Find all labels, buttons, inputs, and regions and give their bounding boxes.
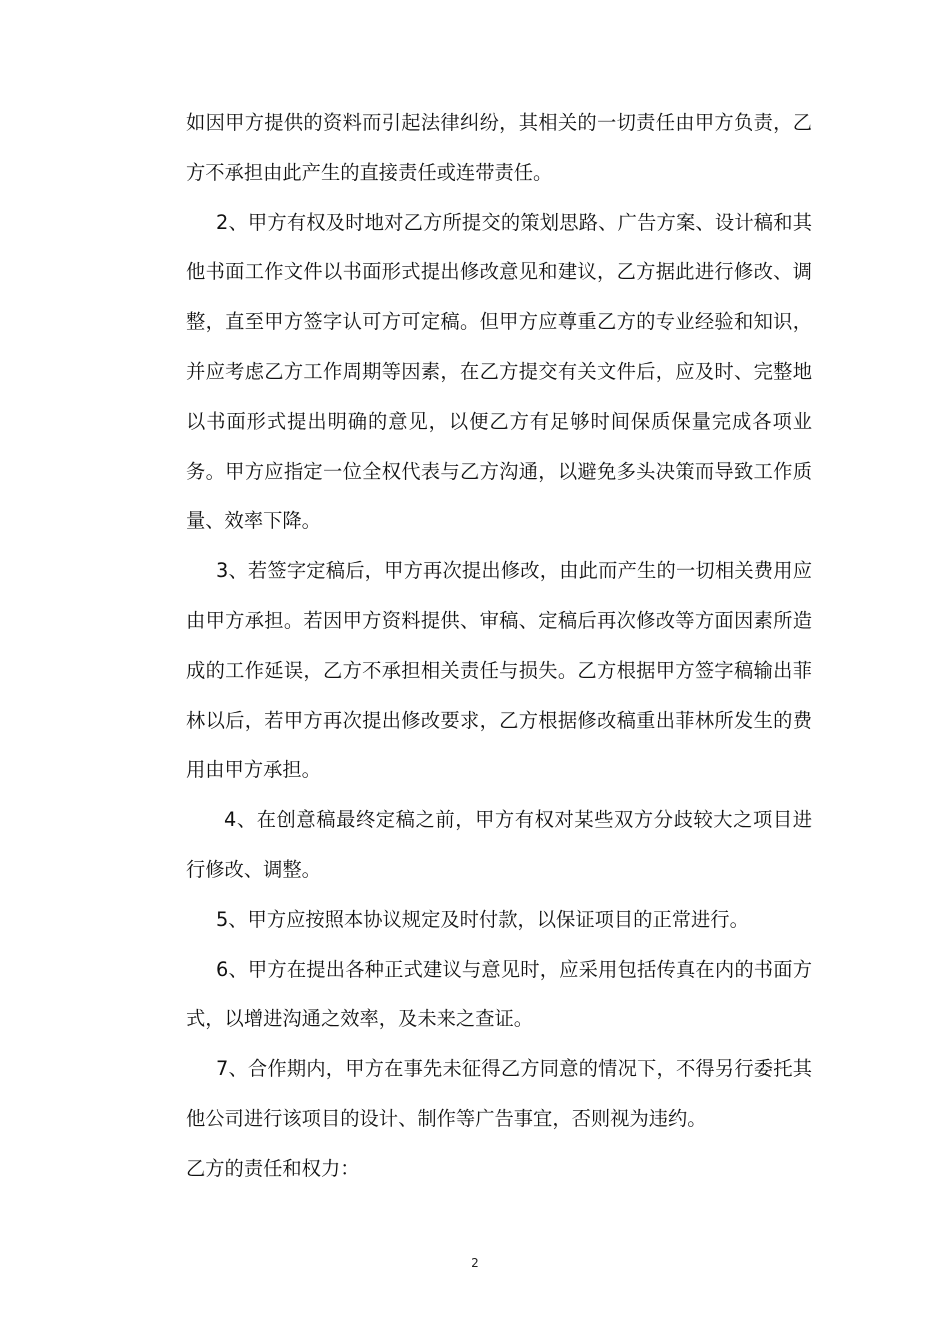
paragraph-clause-7: 7、合作期内，甲方在事先未征得乙方同意的情况下，不得另行委托其他公司进行该项目的设计、制作等广告事宜，否则视为违约。 [186, 1057, 812, 1130]
paragraph-clause-5: 5、甲方应按照本协议规定及时付款，以保证项目的正常进行。 [216, 907, 749, 931]
section-heading-party-b: 乙方的责任和权力： [186, 1156, 360, 1180]
paragraph-clause-3: 3、若签字定稿后，甲方再次提出修改，由此而产生的一切相关费用应由甲方承担。若因甲方资料提供、审稿、定稿后再次修改等方面因素所造成的工作延误，乙方不承担相关责任与损失。乙方根据甲方签字稿输出菲林以后，若甲方再次提出修改要求，乙方根据修改稿重出菲林所发生的费用由甲方承担。 [186, 559, 812, 782]
page-number: 2 [471, 1256, 479, 1270]
paragraph-clause-2: 2、甲方有权及时地对乙方所提交的策划思路、广告方案、设计稿和其他书面工作文件以书面形式提出修改意见和建议，乙方据此进行修改、调整，直至甲方签字认可方可定稿。但甲方应尊重乙方的专业经验和知识，并应考虑乙方工作周期等因素，在乙方提交有关文件后，应及时、完整地以书面形式提出明确的意见，以便乙方有足够时间保质保量完成各项业务。甲方应指定一位全权代表与乙方沟通，以避免多头决策而导致工作质量、效率下降。 [186, 210, 812, 533]
paragraph-continuation: 如因甲方提供的资料而引起法律纠纷，其相关的一切责任由甲方负责，乙方不承担由此产生的直接责任或连带责任。 [186, 111, 812, 184]
paragraph-clause-4: 4、在创意稿最终定稿之前，甲方有权对某些双方分歧较大之项目进行修改、调整。 [186, 808, 812, 881]
document-body [186, 98, 812, 1194]
paragraph-clause-6: 6、甲方在提出各种正式建议与意见时，应采用包括传真在内的书面方式，以增进沟通之效率，及未来之查证。 [186, 957, 812, 1031]
